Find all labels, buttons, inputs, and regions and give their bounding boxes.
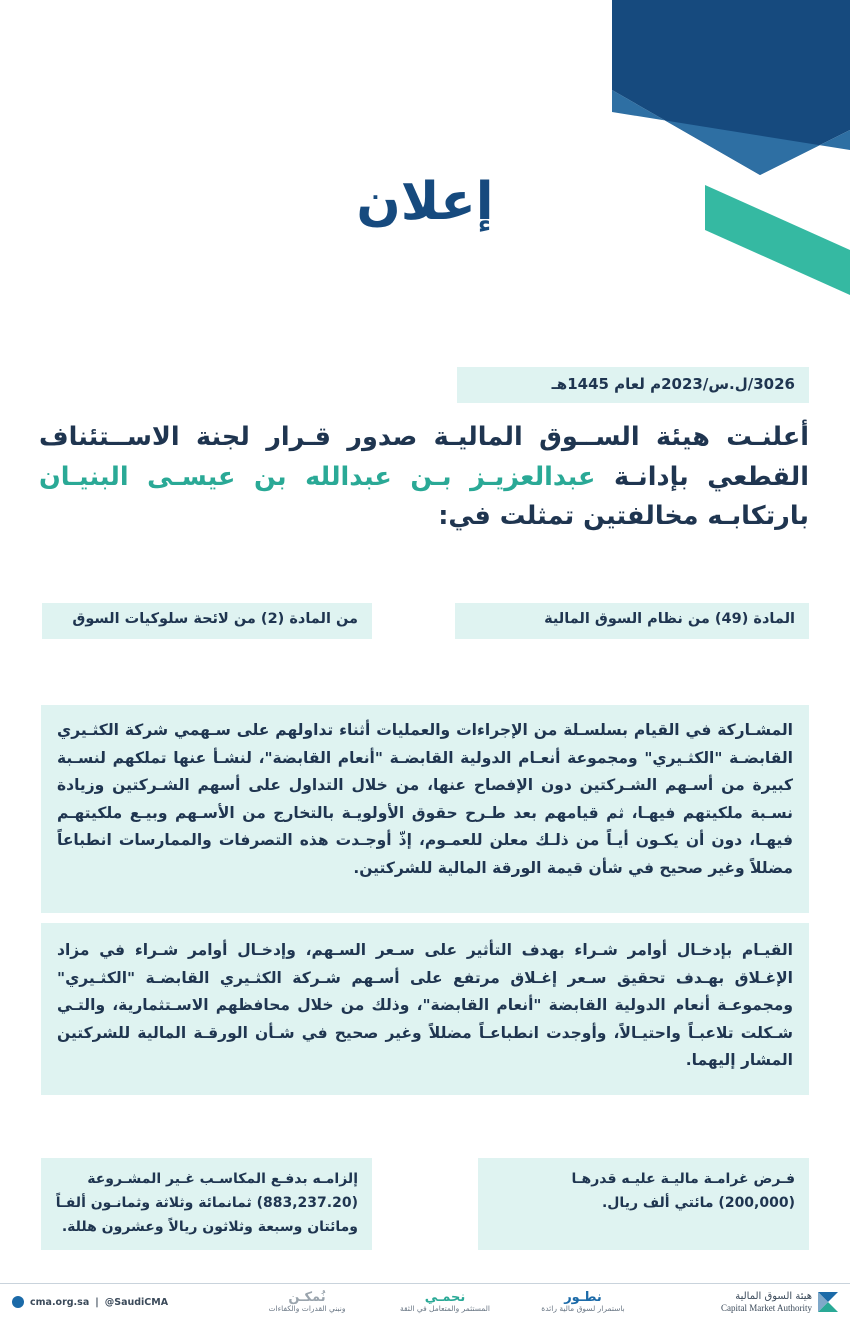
violation-1-text: المشـاركة في القيام بسلسـلة من الإجراءات والعمليات أثناء تداولهم على سـهمي شركة الكثـيري القابضـة "الكثـيري" ومجموعة أنعـام الدولية القابضـة "أنعام القابضة"، لنشـأ عنها تملكهم لنسـبة كبيرة من أسـهم الشـركتين دون الإفصاح عنها، من خلال التداول على أسهم الشـركتين وزيادة نسـبة ملكيتهم فيهـا، ثم قيامهم بعد طـرح حقوق الأولويـة بالتخارج من الأسـهم وبيـع ملكيتهـم فيهـا، دون أن يكـون أيـاً من ذلـك معلن للعمـوم، إذّ أوجـدت هذه التصرفات والممارسات انطباعاً مضللاً وغير صحيح في شأن قيمة الورقة المالية للشركتين.: [41, 705, 809, 913]
program-enable-tagline: ونبني القدرات والكفاءات: [268, 1304, 346, 1314]
lead-text-end: بارتكابـه مخالفتين تمثلت في:: [438, 501, 809, 532]
decision-number-label: رقم القرار:: [674, 334, 795, 358]
decorative-stripes: [0, 0, 850, 320]
clause-1-title: الفقرة (أ): [690, 570, 795, 594]
violation-2-text: القيـام بإدخـال أوامر شـراء بهدف التأثير على سـعر السـهم، وإدخـال أوامر شـراء في مزاد الإغـلاق بهـدف تحقيق سـعر إغـلاق مرتفع على أسـهم شـركة الكثـيري القابضـة "الكثـيري" ومجموعـة أنعام الدولية القابضة "أنعام القابضة"، وذلك من خلال محافظهم الاسـتثمارية، والتـي شـكلت تلاعبـاً واحتيـالاً، وأوجدت انطباعـاً مضللاً وغير صحيح في شـأن الورقـة المالية للشركتين المشار إليهما.: [41, 923, 809, 1095]
violator-name: عبدالعزيـز بـن عبدالله بن عيسـى البنيـان: [39, 461, 596, 492]
penalty-header: [41, 1117, 809, 1157]
footer-separator: |: [95, 1296, 99, 1308]
program-enable-name: نُمكـن: [288, 1289, 326, 1305]
program-protect-name: نحمـي: [424, 1289, 466, 1305]
clause-1-header: [455, 562, 809, 602]
cma-emblem-icon: [818, 1292, 838, 1312]
cma-logo: [688, 1291, 838, 1314]
program-develop-tagline: باستمرار لسوق مالية رائدة: [541, 1304, 625, 1314]
decision-number-header: [457, 326, 809, 366]
footer: [0, 1283, 850, 1320]
program-slogans: [242, 1291, 648, 1314]
clause-2-text: من المادة (2) من لائحة سلوكيات السوق: [42, 603, 372, 639]
program-develop: [518, 1291, 648, 1314]
announcement-lead: [39, 418, 809, 537]
program-protect-tagline: المستثمر والمتعامل في الثقة: [399, 1304, 491, 1314]
globe-icon: [12, 1296, 24, 1308]
clause-1-text: المادة (49) من نظام السوق المالية: [455, 603, 809, 639]
penalty-title: العقوبة:: [710, 1125, 795, 1149]
penalty-2-text: إلزامـه بدفـع المكاسـب غـير المشـروعة (883,237.20) ثمانمائة وثلاثة وثمانـون ألفـاً ومائتان وسبعة وثلاثون ريالاً وعشرون هللة.: [41, 1158, 372, 1250]
twitter-handle-link[interactable]: @SaudiCMA: [104, 1296, 169, 1308]
program-enable: [242, 1291, 372, 1314]
clause-2-header: [42, 562, 372, 602]
violations-header: [41, 664, 809, 704]
decision-number-value: 3026/ل.س/2023م لعام 1445هـ: [457, 367, 809, 403]
cma-name-en: Capital Market Authority: [721, 1302, 812, 1313]
violations-title: أبرز المخالفات التي تمت إدانته فيها:: [418, 672, 795, 696]
footer-contact: [12, 1296, 168, 1308]
clause-2-title: الفقرة (أ): [253, 570, 358, 594]
lead-text-start: أعلنـت هيئة الســوق الماليـة صدور قـرار لجنة الاســتئناف القطعي بإدانـة: [39, 422, 809, 492]
page-title: إعلان: [356, 172, 494, 232]
penalty-1-text: فـرض غرامـة ماليـة عليـه قدرهـا (200,000) مائتي ألف ريال.: [478, 1158, 809, 1250]
cma-name-ar: هيئة السوق المالية: [735, 1290, 812, 1302]
website-link[interactable]: cma.org.sa: [30, 1296, 90, 1308]
program-protect: [380, 1291, 510, 1314]
program-develop-name: نطـور: [564, 1289, 602, 1305]
